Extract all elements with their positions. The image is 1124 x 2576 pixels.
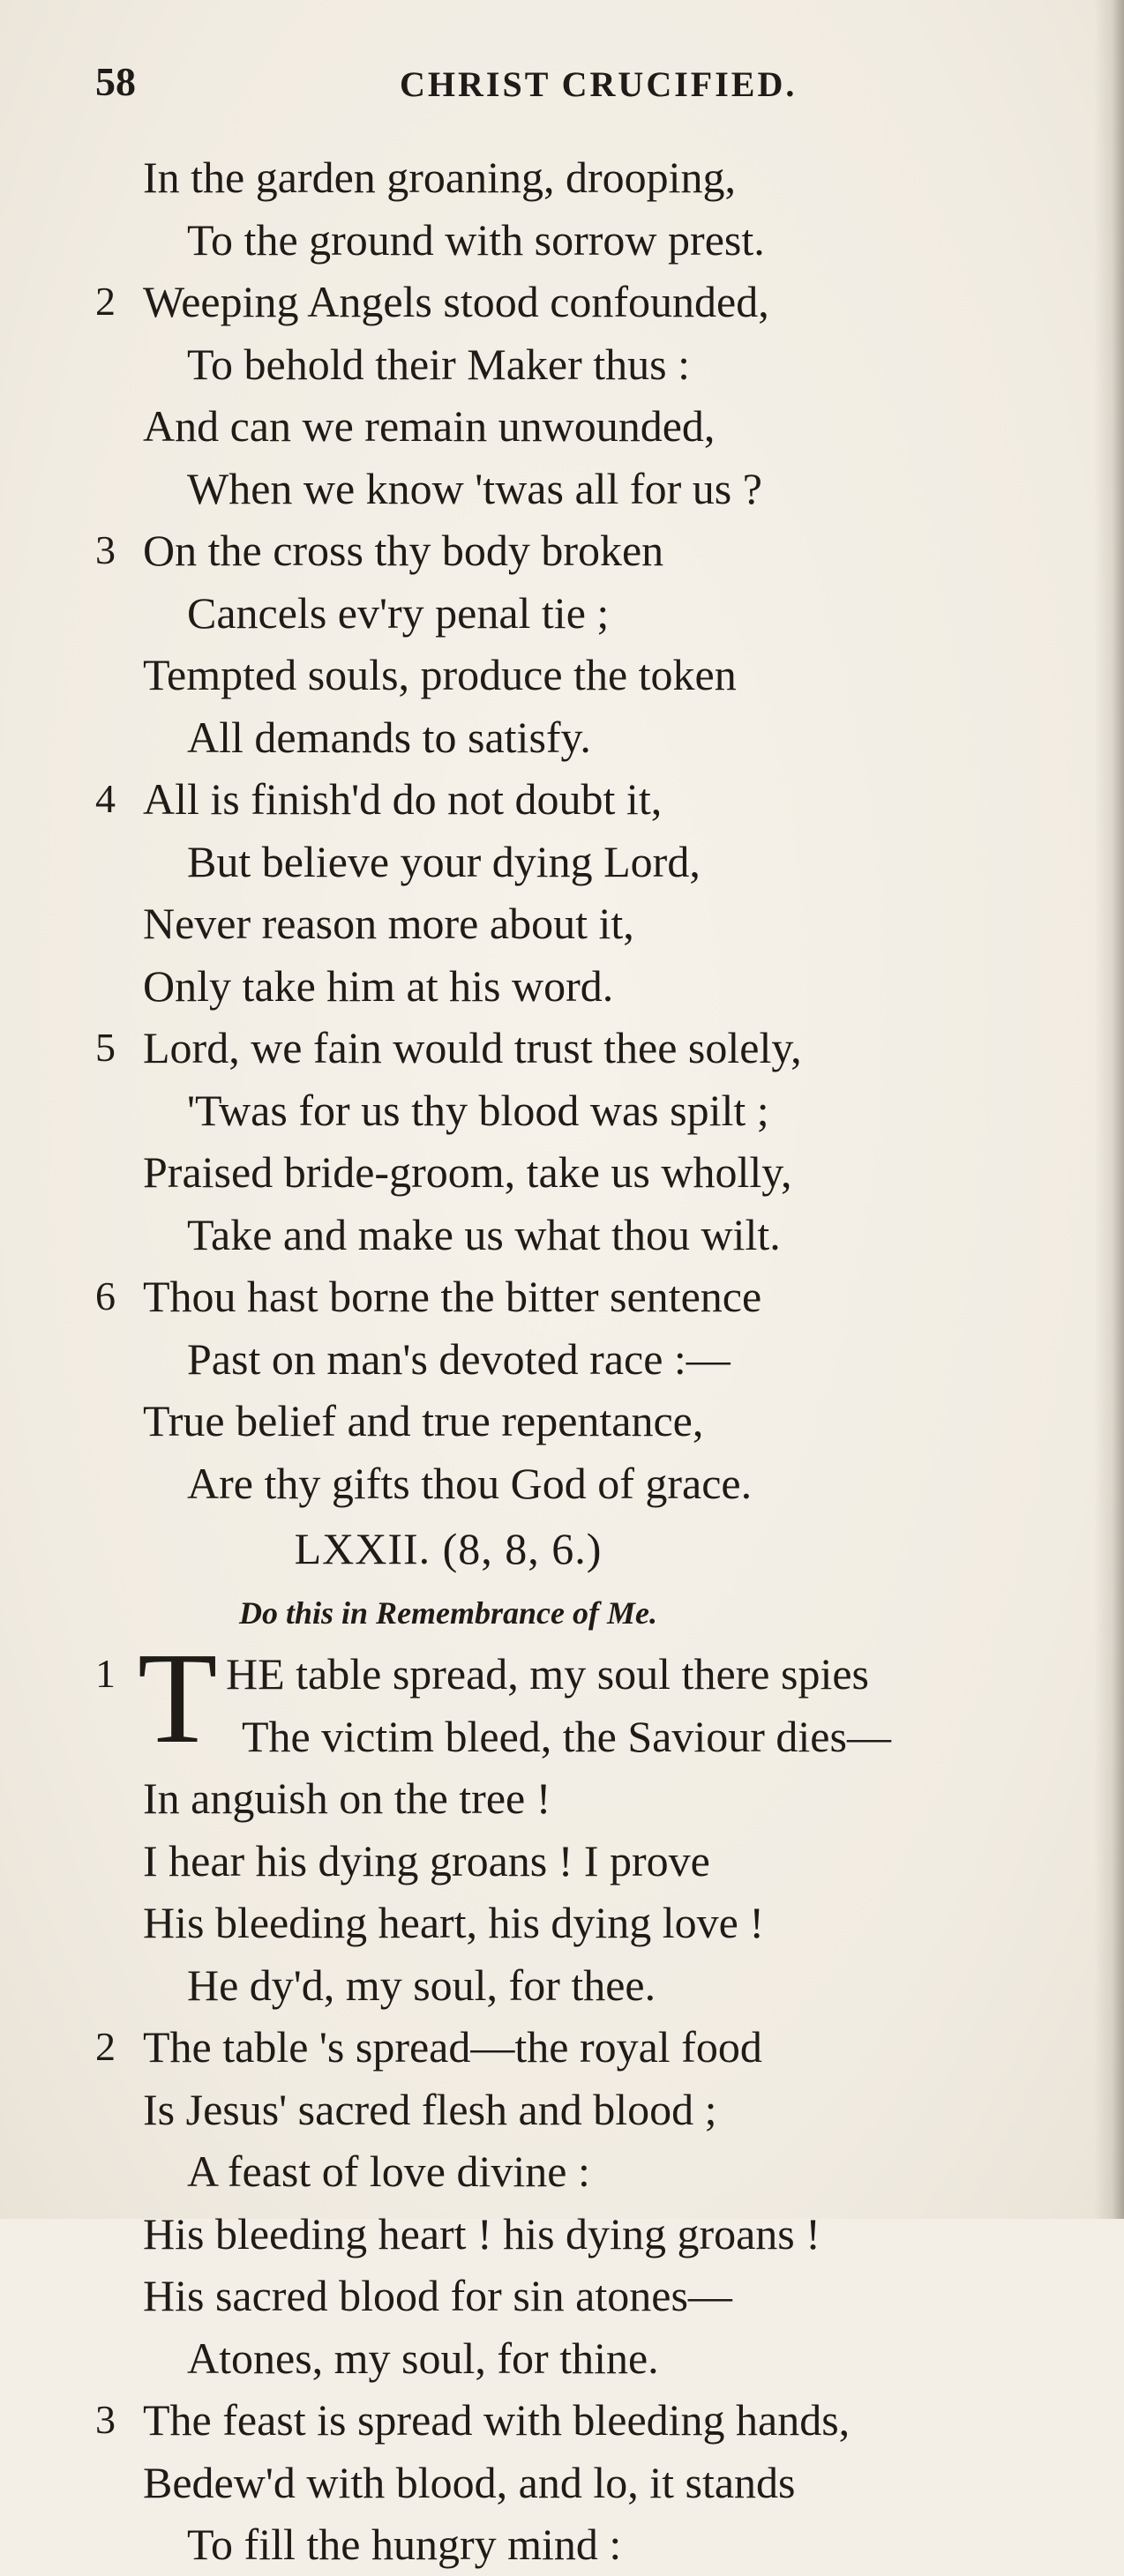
stanza-first-line bbox=[95, 2389, 1057, 2452]
stanza-first-line bbox=[95, 519, 1057, 582]
verse-line: Never reason more about it, bbox=[143, 899, 634, 948]
verse-line: His sacred blood for sin atones— bbox=[143, 2271, 732, 2320]
stanza-first-line bbox=[95, 2016, 1057, 2079]
stanza-first-line bbox=[95, 1017, 1057, 1079]
verse-line: A feast of love divine : bbox=[187, 2147, 590, 2196]
stanza-number: 3 bbox=[95, 527, 116, 572]
verse-line: All is finish'd do not doubt it, bbox=[143, 774, 663, 824]
stanza-first-line bbox=[95, 1266, 1057, 1328]
verse-line: The victim bleed, the Saviour dies— bbox=[242, 1711, 891, 1761]
stanza-number: 1 bbox=[95, 1651, 116, 1696]
verse-line: To the ground with sorrow prest. bbox=[187, 214, 765, 265]
verse-line: To behold their Maker thus : bbox=[187, 339, 690, 389]
verse-line: He dy'd, my soul, for thee. bbox=[187, 1960, 656, 2010]
verse-line: Past on man's devoted race :— bbox=[187, 1333, 731, 1384]
verse-line: All demands to satisfy. bbox=[187, 712, 591, 762]
stanza-with-drop-cap bbox=[95, 1626, 1057, 1771]
verse-line: In anguish on the tree ! bbox=[143, 1773, 551, 1823]
verse-line: Is Jesus' sacred flesh and blood ; bbox=[143, 2084, 717, 2134]
verse-line: On the cross thy body broken bbox=[143, 526, 664, 575]
verse-line: Take and make us what thou wilt. bbox=[187, 1209, 781, 1259]
verse-line: Thou hast borne the bitter sentence bbox=[143, 1272, 762, 1321]
drop-cap-letter: T bbox=[138, 1626, 218, 1771]
verse-line: Tempted souls, produce the token bbox=[143, 650, 737, 699]
verse-line: His bleeding heart, his dying love ! bbox=[143, 1898, 765, 1947]
stanza-number: 5 bbox=[95, 1025, 116, 1070]
page-edge-shadow bbox=[1094, 0, 1124, 2219]
verse-line: Lord, we fain would trust thee solely, bbox=[143, 1023, 802, 1072]
page-header bbox=[95, 58, 925, 120]
verse-line: Weeping Angels stood confounded, bbox=[143, 277, 769, 326]
stanza-number: 2 bbox=[95, 279, 116, 324]
verse-line: But believe your dying Lord, bbox=[187, 836, 701, 886]
stanza-number: 2 bbox=[95, 2024, 116, 2069]
verse-line: When we know 'twas all for us ? bbox=[187, 463, 762, 513]
hymn-subtitle: Do this in Remembrance of Me. bbox=[239, 1595, 657, 1631]
verse-line: Bedew'd with blood, and lo, it stands bbox=[143, 2457, 796, 2507]
page-body bbox=[95, 146, 1057, 2576]
stanza-number: 3 bbox=[95, 2397, 116, 2442]
running-head: CHRIST CRUCIFIED. bbox=[400, 64, 798, 104]
verse-line: Only take him at his word. bbox=[143, 960, 614, 1011]
stanza-number: 6 bbox=[95, 1273, 116, 1318]
verse-line: To fill the hungry mind : bbox=[187, 2520, 622, 2569]
verse-line: True belief and true repentance, bbox=[143, 1396, 704, 1445]
stanza-first-line bbox=[95, 271, 1057, 333]
verse-line: HE table spread, my soul there spies bbox=[226, 1649, 869, 1699]
hymn-title: LXXII. (8, 8, 6.) bbox=[294, 1524, 603, 1573]
verse-line: Cancels ev'ry penal tie ; bbox=[187, 587, 610, 638]
stanza-number: 4 bbox=[95, 776, 116, 821]
verse-line: The feast is spread with bleeding hands, bbox=[143, 2395, 850, 2445]
verse-line: Praised bride-groom, take us wholly, bbox=[143, 1147, 792, 1197]
verse-line: His bleeding heart ! his dying groans ! bbox=[143, 2208, 821, 2259]
verse-line: In the garden groaning, drooping, bbox=[143, 153, 737, 202]
verse-line: I hear his dying groans ! I prove bbox=[143, 1835, 710, 1885]
verse-line: Atones, my soul, for thine. bbox=[187, 2333, 659, 2383]
page-number: 58 bbox=[95, 59, 136, 104]
verse-line: 'Twas for us thy blood was spilt ; bbox=[187, 1085, 769, 1135]
verse-line: And can we remain unwounded, bbox=[143, 401, 716, 451]
verse-line: The table 's spread—the royal food bbox=[143, 2022, 762, 2072]
stanza-first-line bbox=[95, 768, 1057, 831]
verse-line: Are thy gifts thou God of grace. bbox=[187, 1458, 753, 1508]
